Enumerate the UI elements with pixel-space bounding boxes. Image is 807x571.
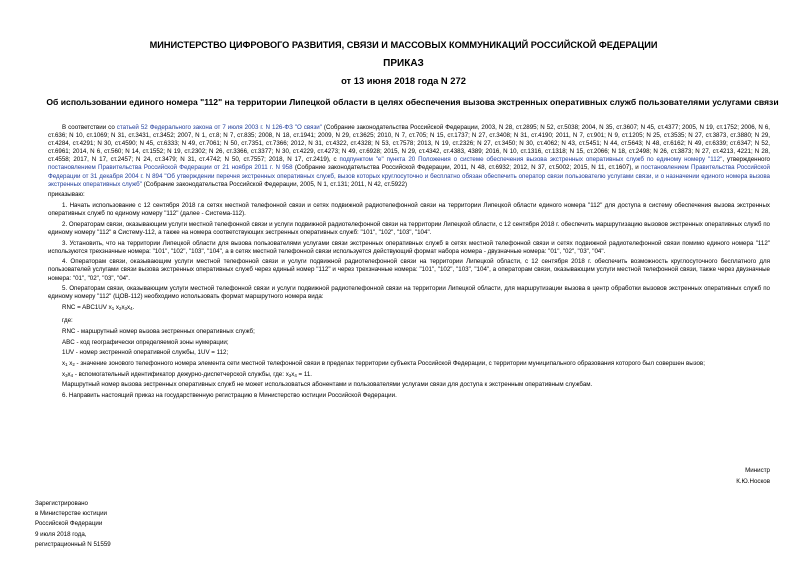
law-link[interactable]: статьей 52 Федерального закона от 7 июля 2003 г. N 126-ФЗ "О связи": [116, 124, 322, 131]
registration-line: Российской Федерации: [35, 520, 103, 528]
legend-x3x4: [48, 371, 770, 379]
registration-line: в Министерстве юстиции: [35, 510, 108, 518]
order-word: приказываю:: [48, 191, 85, 199]
legend-abc: ABC - код географически определяемой зоны нумерации;: [62, 338, 229, 346]
legend-x2: x: [67, 359, 73, 367]
preamble-text: (Собрание законодательства Российской Федерации, 2003, N 28, ст.2895; N 52, ст.5038; 2004, N 35, ст.3607; N 45, ст.4377; 2005, N 19, ст.1752; 2006, N 6, ст.636; N 10, ст.1069; N 31, ст.3431, ст.3452; 2007, N 1, ст.8; N 7, ст.835; 2008, N 18, ст.1941; 2009, N 29, ст.3625; 2010, N 7, ст.705; N 15, ст.1737; N 27, ст.3408; N 31, ст.4190; 2011, N 7, ст.901; N 9, ст.1205; N 25, ст.3535; N 27, ст.3873, ст.3880; N 29, ст.4284, ст.4291; N 30, ст.4590; N 45, ст.6333; N 49, ст.7061; N 50, ст.7351, ст.7366; 2012, N 31, ст.4322, ст.4328; N 53, ст.7578; 2013, N 19, ст.2326; N 27, ст.3450; N 30, ст.4062; N 43, ст.5451; N 44, ст.5643; N 48, ст.6162; N 49, ст.6339; ст.6347; N 52, ст.6961; 2014, N 6, ст.560; N 14, ст.1552; N 19, ст.2302; N 26, ст.3366, ст.3377; N 30, ст.4229, ст.4273; N 49, ст.6928; 2015, N 29, ст.4342, ст.4383, 4389; 2016, N 10, ст.1316, ст.1318; N 15, ст.2066; N 18, ст.2498; N 26, ст.3873; N 27, ст.4213, 4221; N 28, ст.4558; 2017, N 17, ст.2457; N 24, ст.3479; N 31, ст.4742; N 50, ст.7557; 2018, N 17, ст.2419), с: [48, 124, 771, 164]
preamble-text: (Собрание законодательства Российской Федерации, 2011, N 48, ст.6932; 2012, N 37, ст.5002; 2015, N 11, ст.1607), и: [292, 164, 642, 172]
preamble-text: , утвержденного: [722, 156, 771, 164]
preamble-paragraph: [48, 124, 770, 189]
document-title: Об использовании единого номера "112" на территории Липецкой области в целях обеспечения вызова экстренных оперативных служб пользователями услугами связи: [46, 97, 779, 107]
doc-type-heading: ПРИКАЗ: [383, 58, 424, 69]
ministry-heading: МИНИСТЕРСТВО ЦИФРОВОГО РАЗВИТИЯ, СВЯЗИ И МАССОВЫХ КОММУНИКАЦИЙ РОССИЙСКОЙ ФЕДЕРАЦИИ: [149, 40, 658, 50]
legend-x3-b: x: [285, 370, 289, 378]
item-6: 6. Направить настоящий приказ на государственную регистрацию в Министерство юстиции Российской Федерации.: [62, 391, 397, 399]
formula-main: RNC = ABC1UV: [62, 304, 107, 312]
legend-sub3: 3: [65, 372, 68, 378]
formula-sub3: 3: [124, 306, 127, 312]
preamble-text: (Собрание законодательства Российской Федерации, 2005, N 1, ст.131; 2011, N 42, ст.5922): [141, 180, 408, 188]
legend-x3x4-eq: = 11.: [296, 370, 312, 378]
registration-line: 9 июля 2018 года,: [35, 530, 87, 538]
formula-x2: x: [115, 304, 119, 312]
legend-sub2: 2: [72, 361, 75, 367]
legend-uv: 1UV - номер экстренной оперативной службы, 1UV = 112;: [62, 349, 229, 357]
legend-x1x2-text: - значение зонового телефонного номера элемента сети местной телефонной связи в пределах территории субъекта Российской Федерации, с территории муниципального образования которого был совершен вызов;: [74, 359, 705, 367]
formula-end: .: [132, 304, 135, 312]
legend-x1x2: [48, 360, 770, 368]
date-number-heading: от 13 июня 2018 года N 272: [341, 75, 466, 86]
routing-number-formula: [62, 304, 770, 312]
resolution-894-link[interactable]: постановлением Правительства Российской Федерации от 31 декабря 2004 г. N 894 "Об утверждении перечня экстренных оперативных служб, вызов которых круглосуточно и бесплатно обязан обеспечить оператор связи пользователю услугами связи, и о назначении единого номера вызова экстренных оперативных служб": [48, 164, 771, 188]
registration-line: регистрационный N 51559: [35, 540, 111, 548]
legend-x4: x: [67, 370, 71, 378]
legend-rnc: RNC - маршрутный номер вызова экстренных оперативных служб;: [62, 327, 255, 335]
registration-block: [35, 499, 111, 550]
formula-x1: x: [108, 304, 112, 312]
formula-sub4: 4: [130, 306, 133, 312]
registration-line: Зарегистрировано: [35, 500, 88, 507]
regulation-link[interactable]: подпунктом "е" пункта 20 Положения о системе обеспечения вызова экстренных оперативных служб по единому номеру "112": [339, 156, 723, 164]
formula-sub2: 2: [118, 306, 122, 312]
legend-x1: x: [62, 359, 66, 367]
legend-where: где:: [62, 317, 73, 325]
item-2: 2. Операторам связи, оказывающим услуги местной телефонной связи и услуги подвижной радиотелефонной связи на территории Липецкой области, с 12 сентября 2018 г. обеспечить маршрутизацию вызовов экстренных оперативных служб по единому номеру "112" в Систему-112, а также на номера соответствующих экстренных оперативных служб: "101", "102", "103", "104".: [48, 220, 770, 236]
legend-x3: x: [62, 370, 66, 378]
legend-x3x4-text: - вспомогательный идентификатор дежурно-диспетчерской службы, где:: [73, 370, 286, 378]
legend-sub1: 1: [65, 361, 68, 367]
legend-sub3-b: 3: [288, 372, 292, 378]
legend-x4-b: x: [291, 370, 295, 378]
preamble-text: В соответствии со: [62, 124, 117, 131]
item-1: 1. Начать использование с 12 сентября 2018 г.в сетях местной телефонной связи и сетях подвижной радиотелефонной связи на территории Липецкой области единого номера "112" для доступа в систему обеспечения вызова экстренных оперативных служб по единому номеру "112" (далее - Система-112).: [48, 202, 770, 218]
document-body: [48, 124, 770, 403]
signature-position: Министр: [745, 467, 770, 474]
formula-sub1: 1: [111, 306, 115, 312]
item-3: 3. Установить, что на территории Липецкой области для вызова пользователями услугами связи экстренных оперативных служб в сетях местной телефонной связи и сетях подвижной радиотелефонной связи помимо единого номера "112" используются трехзначные номера: "101", "102", "103", "104", а в сетях местной телефонной связи используется действующий формат набора номера - двузначные номера: "01", "02", "03", "04".: [48, 239, 770, 255]
resolution-958-link[interactable]: постановлением Правительства Российской Федерации от 21 ноября 2011 г. N 958: [48, 164, 293, 172]
formula-x3: x: [121, 304, 125, 312]
legend-sub4: 4: [70, 372, 74, 378]
routing-note: Маршрутный номер вызова экстренных оперативных служб не может использоваться абонентами и пользователями услугами связи для доступа к экстренным оперативным службам.: [62, 381, 593, 389]
formula-x4: x: [126, 304, 131, 312]
item-4: 4. Операторам связи, оказывающим услуги местной телефонной связи и услуги подвижной радиотелефонной связи на территории Липецкой области, с 12 сентября 2018 г. обеспечить возможность круглосуточного бесплатного для пользователей услугами связи вызова экстренных оперативных служб через единый номер "112" и через трехзначные номера: "101", "102", "103", "104", а операторам связи, оказывающим услуги местной телефонной связи, также через двузначные номера: "01", "02", "03", "04".: [48, 258, 770, 282]
item-5: 5. Операторам связи, оказывающим услуги местной телефонной связи и услуги подвижной радиотелефонной связи на территории Липецкой области, для маршрутизации вызова в центр обработки вызовов экстренных оперативных служб по единому номеру "112" (ЦОВ-112) необходимо использовать формат маршрутного номера вида:: [48, 285, 770, 301]
legend-sub4-b: 4: [294, 372, 297, 378]
signature-name: К.Ю.Носков: [736, 478, 770, 485]
